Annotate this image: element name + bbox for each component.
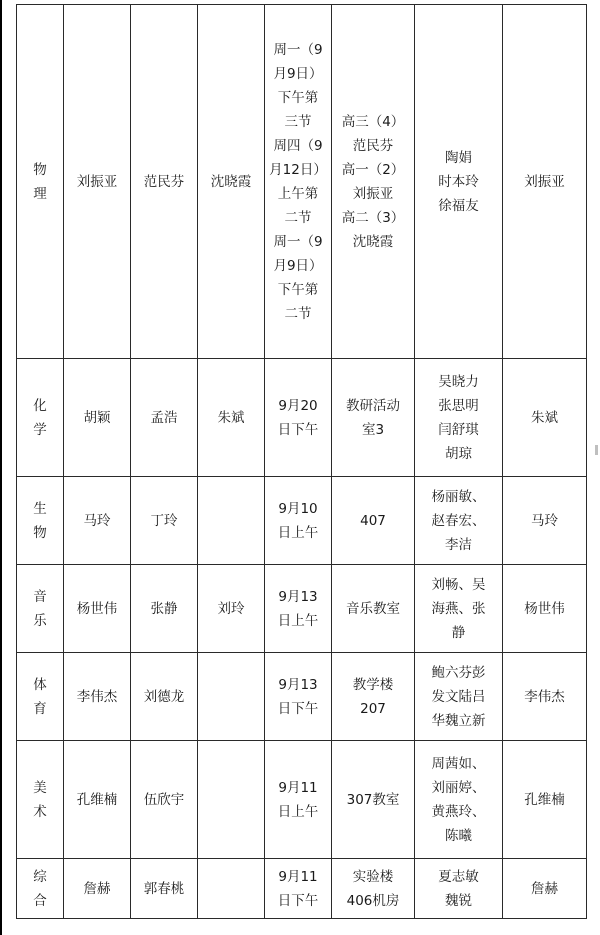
teacher-cell: 沈晓霞 bbox=[198, 5, 265, 359]
contact-cell: 詹赫 bbox=[503, 859, 587, 919]
members-cell: 陶娟 时本玲 徐福友 bbox=[415, 5, 503, 359]
members-cell: 刘畅、吴 海燕、张 静 bbox=[415, 565, 503, 653]
teacher-cell: 刘玲 bbox=[198, 565, 265, 653]
leader-cell: 李伟杰 bbox=[64, 653, 131, 741]
leader-cell: 孔维楠 bbox=[64, 741, 131, 859]
teacher-cell: 郭春桃 bbox=[131, 859, 198, 919]
place-cell: 教研活动 室3 bbox=[332, 359, 415, 477]
teacher-cell: 丁玲 bbox=[131, 477, 198, 565]
teacher-cell: 范民芬 bbox=[131, 5, 198, 359]
table-row bbox=[17, 859, 587, 919]
subject-cell: 化 学 bbox=[17, 359, 64, 477]
teacher-cell bbox=[198, 859, 265, 919]
time-cell: 9月11 日下午 bbox=[265, 859, 332, 919]
table-row bbox=[17, 5, 587, 359]
contact-cell: 李伟杰 bbox=[503, 653, 587, 741]
place-cell: 307教室 bbox=[332, 741, 415, 859]
time-cell: 9月10 日上午 bbox=[265, 477, 332, 565]
leader-cell: 杨世伟 bbox=[64, 565, 131, 653]
members-cell: 吴晓力 张思明 闫舒琪 胡琼 bbox=[415, 359, 503, 477]
time-cell: 9月11 日上午 bbox=[265, 741, 332, 859]
subject-cell: 体 育 bbox=[17, 653, 64, 741]
contact-cell: 杨世伟 bbox=[503, 565, 587, 653]
contact-cell: 马玲 bbox=[503, 477, 587, 565]
subject-cell: 物 理 bbox=[17, 5, 64, 359]
members-cell: 周茜如、 刘丽婷、 黄燕玲、 陈曦 bbox=[415, 741, 503, 859]
place-cell: 高三（4） 范民芬 高一（2） 刘振亚 高二（3） 沈晓霞 bbox=[332, 5, 415, 359]
time-cell: 9月13 日上午 bbox=[265, 565, 332, 653]
table-row bbox=[17, 741, 587, 859]
leader-cell: 詹赫 bbox=[64, 859, 131, 919]
scroll-marker bbox=[595, 445, 598, 455]
members-cell: 鲍六芬彭 发文陆吕 华魏立新 bbox=[415, 653, 503, 741]
teacher-cell bbox=[198, 477, 265, 565]
left-edge-line bbox=[0, 0, 2, 935]
time-cell: 周一（9 月9日） 下午第 三节 周四（9 月12日） 上午第 二节 周一（9 月9日） 下午第 二节 bbox=[265, 5, 332, 359]
schedule-table bbox=[16, 4, 587, 919]
contact-cell: 朱斌 bbox=[503, 359, 587, 477]
place-cell: 实验楼 406机房 bbox=[332, 859, 415, 919]
leader-cell: 胡颖 bbox=[64, 359, 131, 477]
time-cell: 9月20 日下午 bbox=[265, 359, 332, 477]
members-cell: 夏志敏 魏锐 bbox=[415, 859, 503, 919]
members-cell: 杨丽敏、 赵春宏、 李洁 bbox=[415, 477, 503, 565]
contact-cell: 刘振亚 bbox=[503, 5, 587, 359]
subject-cell: 美 术 bbox=[17, 741, 64, 859]
teacher-cell: 张静 bbox=[131, 565, 198, 653]
table-row bbox=[17, 653, 587, 741]
leader-cell: 刘振亚 bbox=[64, 5, 131, 359]
place-cell: 音乐教室 bbox=[332, 565, 415, 653]
place-cell: 407 bbox=[332, 477, 415, 565]
subject-cell: 综 合 bbox=[17, 859, 64, 919]
teacher-cell: 朱斌 bbox=[198, 359, 265, 477]
time-cell: 9月13 日下午 bbox=[265, 653, 332, 741]
teacher-cell: 孟浩 bbox=[131, 359, 198, 477]
teacher-cell bbox=[198, 653, 265, 741]
table-row bbox=[17, 565, 587, 653]
subject-cell: 生 物 bbox=[17, 477, 64, 565]
table-row bbox=[17, 477, 587, 565]
subject-cell: 音 乐 bbox=[17, 565, 64, 653]
place-cell: 教学楼 207 bbox=[332, 653, 415, 741]
leader-cell: 马玲 bbox=[64, 477, 131, 565]
contact-cell: 孔维楠 bbox=[503, 741, 587, 859]
table-row bbox=[17, 359, 587, 477]
teacher-cell: 刘德龙 bbox=[131, 653, 198, 741]
teacher-cell bbox=[198, 741, 265, 859]
teacher-cell: 伍欣宇 bbox=[131, 741, 198, 859]
